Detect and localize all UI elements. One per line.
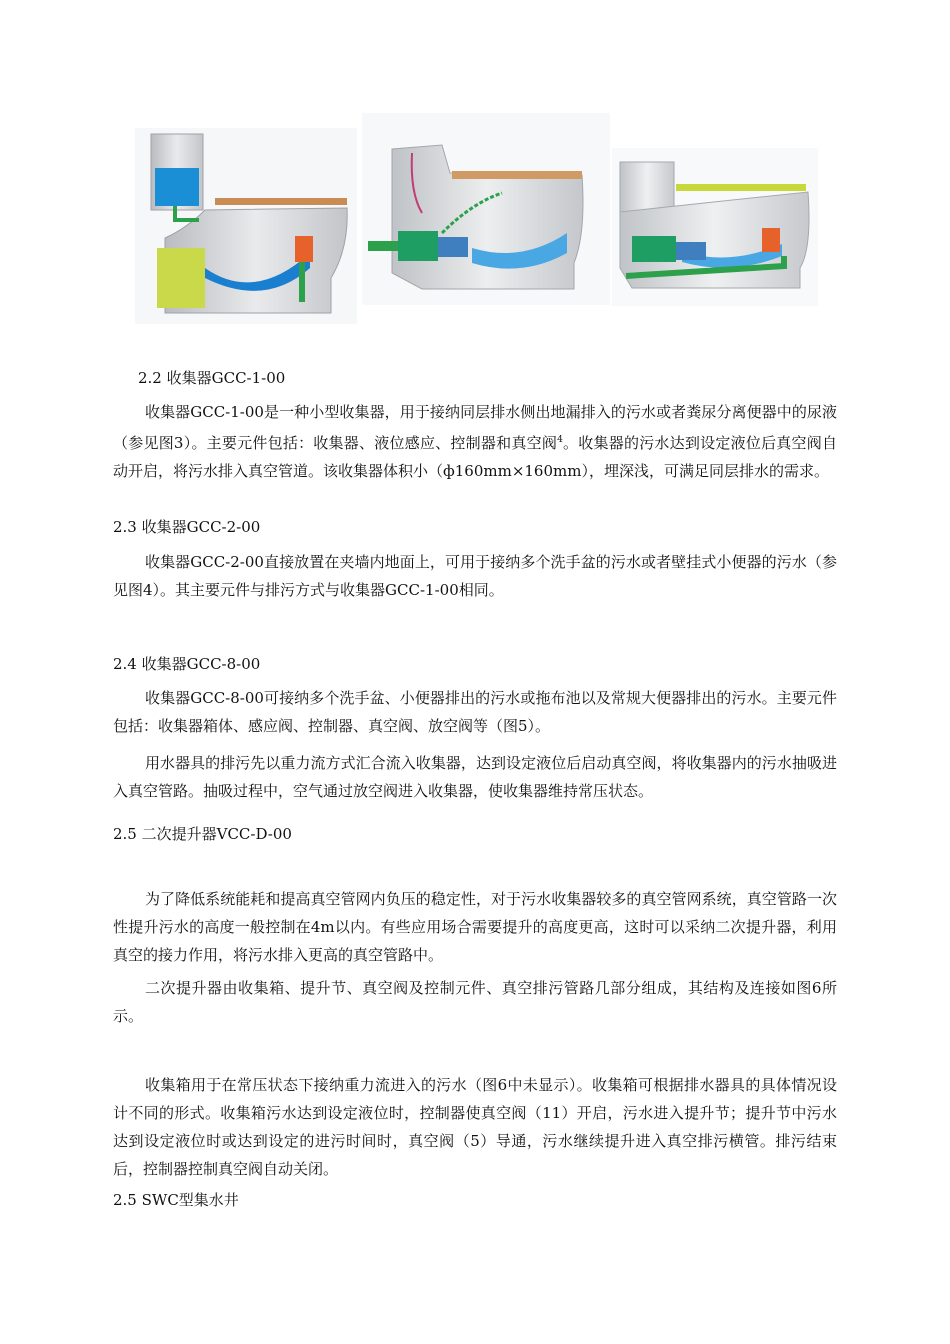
- section-2-2-heading: 2.2 收集器GCC-1-00: [138, 369, 286, 387]
- section-2-5-swc-heading: 2.5 SWC型集水井: [113, 1191, 239, 1209]
- section-2-5-paragraph-3: 收集箱用于在常压状态下接纳重力流进入的污水（图6中未显示）。收集箱可根据排水器具的具体情况设计不同的形式。收集箱污水达到设定液位时，控制器使真空阀（11）开启，污水进入提升节；提升节中污水达到设定液位时或达到设定的进污时间时，真空阀（5）导通，污水继续提升进入真空排污横管。排污结束后，控制器控制真空阀自动关闭。: [113, 1076, 837, 1178]
- toilet-vacuum-valve-figure-2: [362, 113, 610, 305]
- section-2-4-heading: 2.4 收集器GCC-8-00: [113, 655, 261, 673]
- section-2-3-heading: 2.3 收集器GCC-2-00: [113, 518, 261, 536]
- section-2-5-heading: 2.5 二次提升器VCC-D-00: [113, 825, 292, 843]
- section-2-2-text: 收集器GCC-1-00是一种小型收集器，用于接纳同层排水侧出地漏排入的污水或者粪尿分离便器中的尿液（参见图3）。主要元件包括：收集器、液位感应、控制器和真空阀: [113, 403, 837, 452]
- section-2-4-paragraph-1: 收集器GCC-8-00可接纳多个洗手盆、小便器排出的污水或拖布池以及常规大便器排出的污水。主要元件包括：收集器箱体、感应阀、控制器、真空阀、放空阀等（图5）。: [113, 689, 837, 735]
- footnote-ref: 4: [557, 435, 563, 445]
- section-2-2-paragraph: [113, 398, 837, 485]
- section-2-5-paragraph-2: 二次提升器由收集箱、提升节、真空阀及控制元件、真空排污管路几部分组成，其结构及连接如图6所示。: [113, 979, 837, 1025]
- section-2-5-paragraph-1: 为了降低系统能耗和提高真空管网内负压的稳定性，对于污水收集器较多的真空管网系统，真空管路一次性提升污水的高度一般控制在4m以内。有些应用场合需要提升的高度更高，这时可以采纳二次提升器，利用真空的接力作用，将污水排入更高的真空管路中。: [113, 890, 837, 964]
- section-2-3-paragraph: 收集器GCC-2-00直接放置在夹墙内地面上，可用于接纳多个洗手盆的污水或者壁挂式小便器的污水（参见图4）。其主要元件与排污方式与收集器GCC-1-00相同。: [113, 553, 837, 599]
- toilet-horizontal-pipe-figure-3: [612, 148, 818, 306]
- section-2-2-text-tail: 。收集器的污水达到设定液位后真空阀自动开启，将污水排入真空管道。该收集器体积小（ф160mm×160mm），埋深浅，可满足同层排水的需求。: [113, 434, 837, 480]
- section-2-4-paragraph-2: 用水器具的排污先以重力流方式汇合流入收集器，达到设定液位后启动真空阀，将收集器内的污水抽吸进入真空管路。抽吸过程中，空气通过放空阀进入收集器，使收集器维持常压状态。: [113, 754, 837, 800]
- toilet-collector-figure-1: [135, 128, 357, 324]
